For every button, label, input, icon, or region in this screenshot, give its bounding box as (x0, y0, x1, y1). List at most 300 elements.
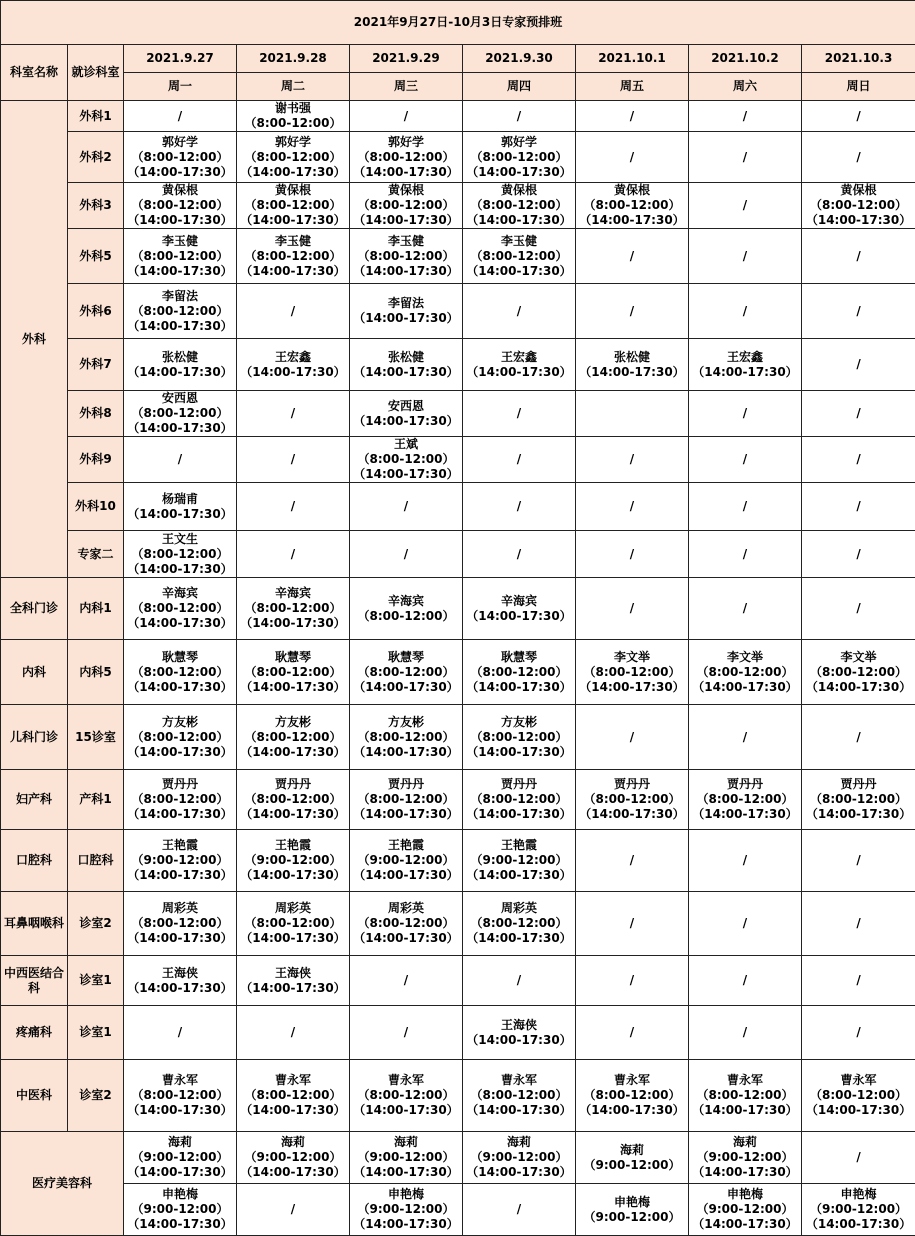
schedule-line: / (237, 1202, 349, 1217)
schedule-line: （14:00-17:30） (350, 680, 462, 695)
schedule-line: / (689, 547, 801, 562)
schedule-line: （8:00-12:00） (350, 792, 462, 807)
schedule-cell (463, 1006, 576, 1060)
schedule-line: （14:00-17:30） (124, 807, 236, 822)
schedule-line: （8:00-12:00） (350, 1088, 462, 1103)
schedule-line: （8:00-12:00） (350, 916, 462, 931)
schedule-line: （8:00-12:00） (124, 150, 236, 165)
schedule-line: 郭好学 (124, 135, 236, 150)
schedule-line: （9:00-12:00） (350, 1150, 462, 1165)
schedule-line: （14:00-17:30） (463, 609, 575, 624)
schedule-cell (124, 1132, 237, 1184)
schedule-line: / (463, 499, 575, 514)
schedule-line: （8:00-12:00） (237, 665, 349, 680)
schedule-line: （9:00-12:00） (576, 1210, 688, 1225)
schedule-line: 贾丹丹 (237, 777, 349, 792)
schedule-line: 曹永军 (350, 1073, 462, 1088)
schedule-line: （8:00-12:00） (576, 792, 688, 807)
schedule-line: （14:00-17:30） (237, 1165, 349, 1180)
schedule-line: 安西恩 (124, 391, 236, 406)
schedule-line: 海莉 (237, 1135, 349, 1150)
schedule-line: / (802, 249, 915, 264)
schedule-line: （14:00-17:30） (124, 1165, 236, 1180)
room-cell: 专家二 (68, 531, 124, 578)
schedule-line: （14:00-17:30） (576, 807, 688, 822)
schedule-line: （8:00-12:00） (237, 249, 349, 264)
schedule-cell (237, 229, 350, 284)
date-header: 2021.10.3 (802, 45, 915, 73)
room-cell: 外科8 (68, 391, 124, 437)
schedule-line: / (350, 547, 462, 562)
schedule-line: / (463, 1202, 575, 1217)
schedule-line: （14:00-17:30） (124, 868, 236, 883)
table-row (1, 830, 915, 892)
dept-cell: 中医科 (1, 1060, 68, 1132)
schedule-cell (802, 892, 915, 956)
schedule-line: （14:00-17:30） (350, 165, 462, 180)
dept-cell: 医疗美容科 (1, 1132, 124, 1236)
schedule-line: 方友彬 (463, 715, 575, 730)
schedule-line: / (689, 150, 801, 165)
schedule-line: （14:00-17:30） (124, 981, 236, 996)
schedule-line: （9:00-12:00） (463, 1150, 575, 1165)
room-cell: 诊室1 (68, 956, 124, 1006)
schedule-cell (576, 1006, 689, 1060)
schedule-cell (124, 183, 237, 229)
schedule-line: / (802, 973, 915, 988)
schedule-cell (124, 1006, 237, 1060)
schedule-line: / (802, 730, 915, 745)
schedule-line: 周彩英 (124, 901, 236, 916)
schedule-line: （14:00-17:30） (237, 616, 349, 631)
schedule-line: 贾丹丹 (124, 777, 236, 792)
schedule-line: （8:00-12:00） (237, 1088, 349, 1103)
schedule-cell (802, 391, 915, 437)
schedule-line: 李玉健 (237, 234, 349, 249)
schedule-line: / (463, 406, 575, 421)
schedule-line: / (463, 304, 575, 319)
table-row (1, 892, 915, 956)
schedule-line: 黄保根 (576, 183, 688, 198)
schedule-line: 王宏鑫 (237, 350, 349, 365)
schedule-cell (576, 284, 689, 339)
schedule-cell (237, 1006, 350, 1060)
schedule-line: / (237, 304, 349, 319)
schedule-line: （14:00-17:30） (124, 562, 236, 577)
schedule-cell (237, 391, 350, 437)
schedule-cell (237, 770, 350, 830)
schedule-line: （14:00-17:30） (124, 319, 236, 334)
schedule-line: / (802, 150, 915, 165)
schedule-line: （8:00-12:00） (689, 792, 801, 807)
schedule-line: / (802, 109, 915, 124)
schedule-line: （8:00-12:00） (576, 198, 688, 213)
schedule-line: / (802, 357, 915, 372)
schedule-line: （14:00-17:30） (463, 868, 575, 883)
schedule-cell (350, 101, 463, 132)
schedule-line: （9:00-12:00） (463, 853, 575, 868)
schedule-cell (802, 1184, 915, 1236)
schedule-line: / (576, 249, 688, 264)
schedule-cell (237, 578, 350, 640)
schedule-line: 杨瑞甫 (124, 492, 236, 507)
schedule-cell (576, 229, 689, 284)
schedule-line: （14:00-17:30） (689, 1103, 801, 1118)
schedule-cell (463, 437, 576, 483)
schedule-cell (802, 531, 915, 578)
schedule-line: （14:00-17:30） (237, 680, 349, 695)
schedule-line: （14:00-17:30） (237, 365, 349, 380)
schedule-cell (124, 956, 237, 1006)
schedule-line: / (802, 499, 915, 514)
schedule-line: （9:00-12:00） (350, 853, 462, 868)
schedule-line: （14:00-17:30） (124, 264, 236, 279)
schedule-cell (237, 483, 350, 531)
schedule-line: （8:00-12:00） (124, 730, 236, 745)
schedule-line: / (124, 109, 236, 124)
weekday-header: 周五 (576, 73, 689, 101)
schedule-cell (689, 892, 802, 956)
schedule-line: （14:00-17:30） (463, 213, 575, 228)
room-cell: 内科5 (68, 640, 124, 705)
schedule-line: 李玉健 (350, 234, 462, 249)
schedule-line: 郭好学 (237, 135, 349, 150)
schedule-line: （8:00-12:00） (124, 249, 236, 264)
schedule-line: （8:00-12:00） (124, 792, 236, 807)
schedule-cell (124, 483, 237, 531)
schedule-line: （14:00-17:30） (463, 931, 575, 946)
weekday-header: 周三 (350, 73, 463, 101)
schedule-cell (463, 284, 576, 339)
schedule-cell (237, 956, 350, 1006)
schedule-line: 王艳霞 (350, 838, 462, 853)
schedule-line: （14:00-17:30） (237, 213, 349, 228)
schedule-line: （14:00-17:30） (350, 807, 462, 822)
schedule-line: （14:00-17:30） (350, 264, 462, 279)
schedule-cell (576, 339, 689, 391)
schedule-line: （8:00-12:00） (576, 1088, 688, 1103)
schedule-cell (237, 1184, 350, 1236)
schedule-line: 曹永军 (124, 1073, 236, 1088)
schedule-line: / (689, 730, 801, 745)
schedule-cell (124, 892, 237, 956)
schedule-cell (237, 132, 350, 183)
schedule-line: （8:00-12:00） (124, 304, 236, 319)
schedule-cell (576, 531, 689, 578)
schedule-cell (463, 483, 576, 531)
table-row (1, 1184, 915, 1236)
schedule-cell (463, 1132, 576, 1184)
schedule-cell (689, 1060, 802, 1132)
schedule-line: 李文举 (576, 650, 688, 665)
schedule-line: / (802, 916, 915, 931)
dept-cell: 内科 (1, 640, 68, 705)
schedule-line: 张松健 (124, 350, 236, 365)
schedule-line: （14:00-17:30） (350, 414, 462, 429)
schedule-line: / (576, 916, 688, 931)
schedule-line: 方友彬 (124, 715, 236, 730)
schedule-line: （14:00-17:30） (576, 365, 688, 380)
schedule-line: （14:00-17:30） (689, 807, 801, 822)
schedule-line: 海莉 (689, 1135, 801, 1150)
schedule-cell (350, 391, 463, 437)
schedule-line: 耿慧琴 (124, 650, 236, 665)
schedule-line: （14:00-17:30） (124, 1217, 236, 1232)
schedule-line: 王艳霞 (124, 838, 236, 853)
schedule-line: （14:00-17:30） (237, 745, 349, 760)
room-cell: 诊室2 (68, 892, 124, 956)
schedule-line: （14:00-17:30） (463, 1033, 575, 1048)
schedule-line: / (689, 249, 801, 264)
schedule-cell (124, 578, 237, 640)
schedule-line: / (802, 547, 915, 562)
schedule-cell (689, 770, 802, 830)
schedule-cell (350, 229, 463, 284)
dept-cell: 全科门诊 (1, 578, 68, 640)
schedule-line: （14:00-17:30） (124, 1103, 236, 1118)
schedule-line: （14:00-17:30） (350, 1217, 462, 1232)
schedule-line: / (689, 452, 801, 467)
schedule-line: （8:00-12:00） (237, 792, 349, 807)
dept-cell: 疼痛科 (1, 1006, 68, 1060)
schedule-line: （9:00-12:00） (576, 1158, 688, 1173)
schedule-line: （14:00-17:30） (124, 680, 236, 695)
schedule-line: 黄保根 (802, 183, 915, 198)
schedule-line: 李文举 (802, 650, 915, 665)
schedule-line: / (576, 304, 688, 319)
schedule-line: （8:00-12:00） (463, 792, 575, 807)
schedule-line: 贾丹丹 (576, 777, 688, 792)
schedule-cell (689, 101, 802, 132)
date-header: 2021.9.30 (463, 45, 576, 73)
schedule-cell (350, 770, 463, 830)
room-cell: 诊室1 (68, 1006, 124, 1060)
schedule-line: （14:00-17:30） (350, 1103, 462, 1118)
schedule-line: （14:00-17:30） (237, 264, 349, 279)
schedule-line: / (576, 973, 688, 988)
schedule-line: （8:00-12:00） (237, 601, 349, 616)
schedule-cell (802, 770, 915, 830)
schedule-cell (237, 531, 350, 578)
schedule-body (1, 101, 915, 1236)
schedule-line: 耿慧琴 (463, 650, 575, 665)
weekday-header: 周四 (463, 73, 576, 101)
schedule-cell (689, 578, 802, 640)
schedule-line: （14:00-17:30） (124, 365, 236, 380)
schedule-line: （8:00-12:00） (463, 665, 575, 680)
schedule-line: 申艳梅 (802, 1187, 915, 1202)
table-row (1, 284, 915, 339)
schedule-cell (689, 1132, 802, 1184)
schedule-cell (576, 1132, 689, 1184)
schedule-cell (237, 640, 350, 705)
schedule-cell (124, 1060, 237, 1132)
table-row (1, 770, 915, 830)
schedule-cell (350, 183, 463, 229)
schedule-cell (350, 483, 463, 531)
schedule-line: （14:00-17:30） (124, 165, 236, 180)
schedule-line: （8:00-12:00） (124, 665, 236, 680)
schedule-line: / (689, 1025, 801, 1040)
schedule-line: 谢书强 (237, 101, 349, 116)
schedule-line: 辛海宾 (463, 594, 575, 609)
room-cell: 外科10 (68, 483, 124, 531)
schedule-cell (350, 132, 463, 183)
schedule-line: / (237, 499, 349, 514)
dept-cell: 口腔科 (1, 830, 68, 892)
schedule-cell (463, 956, 576, 1006)
table-row (1, 229, 915, 284)
schedule-cell (463, 830, 576, 892)
schedule-line: 曹永军 (463, 1073, 575, 1088)
schedule-line: 郭好学 (463, 135, 575, 150)
schedule-line: （14:00-17:30） (350, 311, 462, 326)
schedule-cell (124, 132, 237, 183)
schedule-line: / (463, 547, 575, 562)
dept-cell: 耳鼻咽喉科 (1, 892, 68, 956)
schedule-line: （8:00-12:00） (124, 406, 236, 421)
schedule-line: 王宏鑫 (463, 350, 575, 365)
schedule-line: / (576, 499, 688, 514)
schedule-cell (802, 437, 915, 483)
schedule-cell (463, 640, 576, 705)
schedule-line: 周彩英 (237, 901, 349, 916)
schedule-line: （14:00-17:30） (689, 680, 801, 695)
schedule-line: （14:00-17:30） (237, 807, 349, 822)
schedule-line: （14:00-17:30） (350, 931, 462, 946)
schedule-cell (350, 531, 463, 578)
schedule-line: （8:00-12:00） (463, 249, 575, 264)
dept-cell: 中西医结合科 (1, 956, 68, 1006)
schedule-line: （14:00-17:30） (463, 1165, 575, 1180)
schedule-cell (350, 640, 463, 705)
schedule-line: （8:00-12:00） (124, 916, 236, 931)
schedule-cell (124, 830, 237, 892)
schedule-line: / (689, 916, 801, 931)
schedule-cell (124, 284, 237, 339)
schedule-cell (689, 830, 802, 892)
table-row (1, 1132, 915, 1184)
room-cell: 产科1 (68, 770, 124, 830)
schedule-cell (576, 892, 689, 956)
schedule-line: 曹永军 (237, 1073, 349, 1088)
schedule-cell (689, 229, 802, 284)
room-cell: 内科1 (68, 578, 124, 640)
schedule-line: 曹永军 (802, 1073, 915, 1088)
schedule-cell (802, 483, 915, 531)
schedule-line: （14:00-17:30） (689, 1217, 801, 1232)
schedule-cell (124, 391, 237, 437)
schedule-cell (350, 339, 463, 391)
schedule-cell (802, 229, 915, 284)
schedule-cell (576, 1060, 689, 1132)
schedule-cell (802, 183, 915, 229)
schedule-cell (689, 284, 802, 339)
schedule-line: （8:00-12:00） (802, 792, 915, 807)
schedule-line: （14:00-17:30） (237, 1103, 349, 1118)
schedule-line: 贾丹丹 (802, 777, 915, 792)
schedule-line: / (802, 853, 915, 868)
schedule-line: （14:00-17:30） (124, 931, 236, 946)
schedule-line: 王海侠 (124, 966, 236, 981)
schedule-line: / (350, 1025, 462, 1040)
schedule-line: （8:00-12:00） (124, 601, 236, 616)
schedule-line: （8:00-12:00） (350, 609, 462, 624)
schedule-line: 安西恩 (350, 399, 462, 414)
table-row (1, 1060, 915, 1132)
schedule-line: 王艳霞 (237, 838, 349, 853)
schedule-line: 黄保根 (124, 183, 236, 198)
schedule-line: （9:00-12:00） (689, 1150, 801, 1165)
schedule-line: / (576, 853, 688, 868)
schedule-line: / (802, 1025, 915, 1040)
schedule-line: （14:00-17:30） (463, 165, 575, 180)
schedule-line: 耿慧琴 (350, 650, 462, 665)
schedule-cell (124, 770, 237, 830)
schedule-cell (802, 1132, 915, 1184)
schedule-line: （8:00-12:00） (463, 730, 575, 745)
schedule-line: 张松健 (576, 350, 688, 365)
schedule-line: / (576, 601, 688, 616)
schedule-cell (689, 1184, 802, 1236)
schedule-line: （14:00-17:30） (463, 745, 575, 760)
schedule-cell (350, 1184, 463, 1236)
schedule-cell (237, 892, 350, 956)
schedule-line: （8:00-12:00） (802, 1088, 915, 1103)
schedule-cell (689, 391, 802, 437)
schedule-cell (689, 483, 802, 531)
schedule-line: 辛海宾 (350, 594, 462, 609)
schedule-line: 李留法 (124, 289, 236, 304)
schedule-line: （14:00-17:30） (576, 680, 688, 695)
schedule-cell (689, 531, 802, 578)
schedule-line: （9:00-12:00） (802, 1202, 915, 1217)
schedule-cell (802, 640, 915, 705)
table-row (1, 437, 915, 483)
schedule-line: / (124, 1025, 236, 1040)
schedule-cell (463, 578, 576, 640)
table-row (1, 101, 915, 132)
schedule-line: 申艳梅 (350, 1187, 462, 1202)
weekday-header: 周日 (802, 73, 915, 101)
schedule-line: 耿慧琴 (237, 650, 349, 665)
schedule-line: 王宏鑫 (689, 350, 801, 365)
schedule-line: （8:00-12:00） (463, 1088, 575, 1103)
schedule-line: 周彩英 (350, 901, 462, 916)
schedule-line: 王海侠 (463, 1018, 575, 1033)
schedule-line: （8:00-12:00） (802, 198, 915, 213)
schedule-line: （8:00-12:00） (124, 547, 236, 562)
schedule-line: （14:00-17:30） (350, 745, 462, 760)
schedule-cell (689, 339, 802, 391)
schedule-cell (576, 132, 689, 183)
schedule-line: （8:00-12:00） (350, 730, 462, 745)
schedule-cell (350, 830, 463, 892)
schedule-cell (802, 578, 915, 640)
schedule-line: （8:00-12:00） (237, 730, 349, 745)
schedule-line: 张松健 (350, 350, 462, 365)
schedule-cell (350, 892, 463, 956)
schedule-line: 曹永军 (576, 1073, 688, 1088)
schedule-cell (237, 284, 350, 339)
schedule-line: / (350, 109, 462, 124)
schedule-line: （8:00-12:00） (689, 1088, 801, 1103)
schedule-line: 郭好学 (350, 135, 462, 150)
date-header: 2021.10.2 (689, 45, 802, 73)
schedule-cell (463, 183, 576, 229)
schedule-cell (576, 640, 689, 705)
schedule-line: 贾丹丹 (350, 777, 462, 792)
